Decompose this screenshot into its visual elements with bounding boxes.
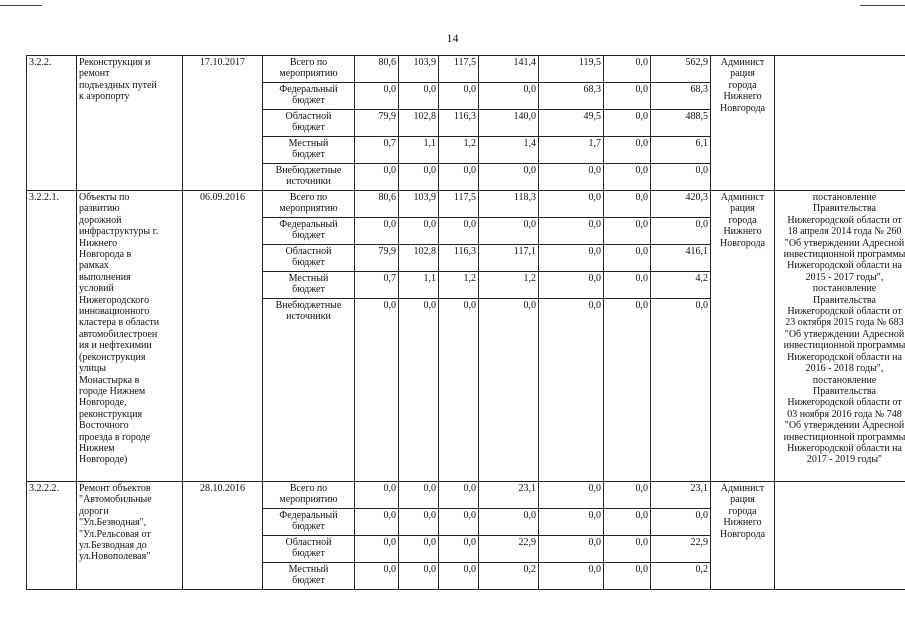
amount-cell: 0,0 bbox=[355, 482, 399, 509]
amount-cell: 0,0 bbox=[439, 536, 479, 563]
amount-cell: 0,7 bbox=[355, 272, 399, 299]
amount-cell: 1,7 bbox=[539, 137, 604, 164]
amount-cell: 0,0 bbox=[399, 164, 439, 191]
amount-cell: 1,2 bbox=[439, 137, 479, 164]
amount-cell: 1,2 bbox=[439, 272, 479, 299]
amount-cell: 22,9 bbox=[479, 536, 539, 563]
amount-cell: 0,2 bbox=[651, 563, 711, 590]
funding-source: Всего по мероприятию bbox=[263, 191, 355, 218]
amount-cell: 0,0 bbox=[355, 218, 399, 245]
amount-cell: 0,0 bbox=[539, 245, 604, 272]
amount-cell: 0,0 bbox=[479, 218, 539, 245]
amount-cell: 0,0 bbox=[479, 509, 539, 536]
amount-cell: 0,0 bbox=[399, 83, 439, 110]
item-date: 17.10.2017 bbox=[183, 56, 263, 191]
amount-cell: 0,0 bbox=[539, 563, 604, 590]
amount-cell: 140,0 bbox=[479, 110, 539, 137]
amount-cell: 1,1 bbox=[399, 137, 439, 164]
amount-cell: 0,0 bbox=[651, 299, 711, 482]
amount-cell: 0,0 bbox=[604, 299, 651, 482]
amount-cell: 0,0 bbox=[399, 299, 439, 482]
amount-cell: 0,0 bbox=[604, 137, 651, 164]
item-code: 3.2.2.2. bbox=[27, 482, 77, 590]
investment-program-table bbox=[26, 55, 905, 590]
amount-cell: 0,0 bbox=[604, 110, 651, 137]
table-row bbox=[27, 191, 905, 218]
amount-cell: 116,3 bbox=[439, 110, 479, 137]
funding-source: Всего по мероприятию bbox=[263, 56, 355, 83]
funding-source: Местный бюджет bbox=[263, 563, 355, 590]
item-date: 28.10.2016 bbox=[183, 482, 263, 590]
amount-cell: 0,0 bbox=[604, 56, 651, 83]
legal-basis: постановление Правительства Нижегородской области от 18 апреля 2014 года № 260 "Об утверждении Адресной инвестиционной программы Нижегородской области на 2015 - 2017 годы", постановление Правительства Нижегородской области от 23 октября 2015 года № 683 "Об утверждении Адресной инвестиционной программы Нижегородской области на 2016 - 2018 годы", постановление Правительства Нижегородской области от 03 ноября 2016 года № 748 "Об утверждении Адресной инвестиционной программы Нижегородской области на 2017 - 2019 годы" bbox=[775, 191, 905, 482]
amount-cell: 117,1 bbox=[479, 245, 539, 272]
amount-cell: 117,5 bbox=[439, 56, 479, 83]
amount-cell: 49,5 bbox=[539, 110, 604, 137]
amount-cell: 0,0 bbox=[604, 272, 651, 299]
amount-cell: 420,3 bbox=[651, 191, 711, 218]
amount-cell: 0,0 bbox=[355, 299, 399, 482]
amount-cell: 0,0 bbox=[439, 299, 479, 482]
amount-cell: 6,1 bbox=[651, 137, 711, 164]
legal-basis bbox=[775, 56, 905, 191]
amount-cell: 80,6 bbox=[355, 191, 399, 218]
amount-cell: 0,0 bbox=[399, 536, 439, 563]
amount-cell: 0,0 bbox=[539, 272, 604, 299]
amount-cell: 0,0 bbox=[539, 218, 604, 245]
executor: Админист рация города Нижнего Новгорода bbox=[711, 482, 775, 590]
amount-cell: 0,0 bbox=[604, 164, 651, 191]
amount-cell: 0,0 bbox=[439, 482, 479, 509]
item-name: Реконструкция и ремонт подъездных путей к аэропорту bbox=[77, 56, 183, 191]
funding-source: Областной бюджет bbox=[263, 110, 355, 137]
amount-cell: 116,3 bbox=[439, 245, 479, 272]
page-number: 14 bbox=[446, 31, 459, 45]
amount-cell: 68,3 bbox=[651, 83, 711, 110]
amount-cell: 119,5 bbox=[539, 56, 604, 83]
amount-cell: 102,8 bbox=[399, 110, 439, 137]
amount-cell: 103,9 bbox=[399, 191, 439, 218]
amount-cell: 22,9 bbox=[651, 536, 711, 563]
funding-source: Областной бюджет bbox=[263, 245, 355, 272]
amount-cell: 0,0 bbox=[355, 509, 399, 536]
amount-cell: 0,0 bbox=[479, 83, 539, 110]
amount-cell: 488,5 bbox=[651, 110, 711, 137]
item-name: Ремонт объектов "Автомобильные дороги "Ул.Безводная", "Ул.Рельсовая от ул.Безводная до ул.Новополевая" bbox=[77, 482, 183, 590]
amount-cell: 0,0 bbox=[539, 482, 604, 509]
amount-cell: 0,0 bbox=[399, 563, 439, 590]
table-body bbox=[27, 56, 905, 590]
funding-source: Федеральный бюджет bbox=[263, 218, 355, 245]
amount-cell: 0,0 bbox=[439, 563, 479, 590]
table-row bbox=[27, 482, 905, 509]
amount-cell: 23,1 bbox=[479, 482, 539, 509]
amount-cell: 562,9 bbox=[651, 56, 711, 83]
amount-cell: 0,0 bbox=[399, 482, 439, 509]
item-code: 3.2.2. bbox=[27, 56, 77, 191]
amount-cell: 118,3 bbox=[479, 191, 539, 218]
amount-cell: 0,0 bbox=[439, 218, 479, 245]
legal-basis bbox=[775, 482, 905, 590]
top-rule-right bbox=[860, 5, 905, 6]
amount-cell: 0,0 bbox=[604, 191, 651, 218]
amount-cell: 0,2 bbox=[479, 563, 539, 590]
amount-cell: 0,0 bbox=[355, 536, 399, 563]
amount-cell: 0,0 bbox=[604, 536, 651, 563]
amount-cell: 0,0 bbox=[604, 83, 651, 110]
amount-cell: 416,1 bbox=[651, 245, 711, 272]
executor: Админист рация города Нижнего Новгорода bbox=[711, 191, 775, 482]
amount-cell: 0,0 bbox=[651, 509, 711, 536]
item-code: 3.2.2.1. bbox=[27, 191, 77, 482]
amount-cell: 0,0 bbox=[539, 299, 604, 482]
amount-cell: 0,0 bbox=[604, 245, 651, 272]
amount-cell: 0,0 bbox=[355, 83, 399, 110]
funding-source: Федеральный бюджет bbox=[263, 83, 355, 110]
amount-cell: 0,0 bbox=[651, 218, 711, 245]
amount-cell: 117,5 bbox=[439, 191, 479, 218]
amount-cell: 1,4 bbox=[479, 137, 539, 164]
funding-source: Всего по мероприятию bbox=[263, 482, 355, 509]
funding-source: Местный бюджет bbox=[263, 272, 355, 299]
amount-cell: 0,0 bbox=[539, 191, 604, 218]
funding-source: Федеральный бюджет bbox=[263, 509, 355, 536]
amount-cell: 4,2 bbox=[651, 272, 711, 299]
top-rule-left bbox=[0, 5, 42, 6]
amount-cell: 23,1 bbox=[651, 482, 711, 509]
table-row bbox=[27, 56, 905, 83]
amount-cell: 102,8 bbox=[399, 245, 439, 272]
item-date: 06.09.2016 bbox=[183, 191, 263, 482]
amount-cell: 0,0 bbox=[439, 164, 479, 191]
item-name: Объекты по развитию дорожной инфраструктуры г. Нижнего Новгорода в рамках выполнения условий Нижегородского инновационного кластера в области автомобилестроен ия и нефтехимии (реконструкция улицы Монастырка в городе Нижнем Новгороде, реконструкция Восточного проезда в городе Нижнем Новгороде) bbox=[77, 191, 183, 482]
amount-cell: 1,1 bbox=[399, 272, 439, 299]
amount-cell: 80,6 bbox=[355, 56, 399, 83]
amount-cell: 0,0 bbox=[479, 164, 539, 191]
amount-cell: 0,0 bbox=[399, 509, 439, 536]
funding-source: Внебюджетные источники bbox=[263, 164, 355, 191]
amount-cell: 0,0 bbox=[539, 164, 604, 191]
amount-cell: 0,0 bbox=[479, 299, 539, 482]
amount-cell: 68,3 bbox=[539, 83, 604, 110]
amount-cell: 0,0 bbox=[399, 218, 439, 245]
amount-cell: 0,0 bbox=[651, 164, 711, 191]
amount-cell: 0,0 bbox=[604, 218, 651, 245]
funding-source: Местный бюджет bbox=[263, 137, 355, 164]
amount-cell: 0,0 bbox=[355, 563, 399, 590]
amount-cell: 1,2 bbox=[479, 272, 539, 299]
amount-cell: 0,0 bbox=[439, 509, 479, 536]
amount-cell: 79,9 bbox=[355, 245, 399, 272]
funding-source: Внебюджетные источники bbox=[263, 299, 355, 482]
executor: Админист рация города Нижнего Новгорода bbox=[711, 56, 775, 191]
amount-cell: 0,0 bbox=[439, 83, 479, 110]
amount-cell: 0,0 bbox=[604, 482, 651, 509]
amount-cell: 0,0 bbox=[604, 563, 651, 590]
amount-cell: 0,0 bbox=[539, 509, 604, 536]
amount-cell: 0,7 bbox=[355, 137, 399, 164]
funding-source: Областной бюджет bbox=[263, 536, 355, 563]
amount-cell: 0,0 bbox=[604, 509, 651, 536]
amount-cell: 103,9 bbox=[399, 56, 439, 83]
amount-cell: 79,9 bbox=[355, 110, 399, 137]
amount-cell: 0,0 bbox=[355, 164, 399, 191]
amount-cell: 141,4 bbox=[479, 56, 539, 83]
amount-cell: 0,0 bbox=[539, 536, 604, 563]
